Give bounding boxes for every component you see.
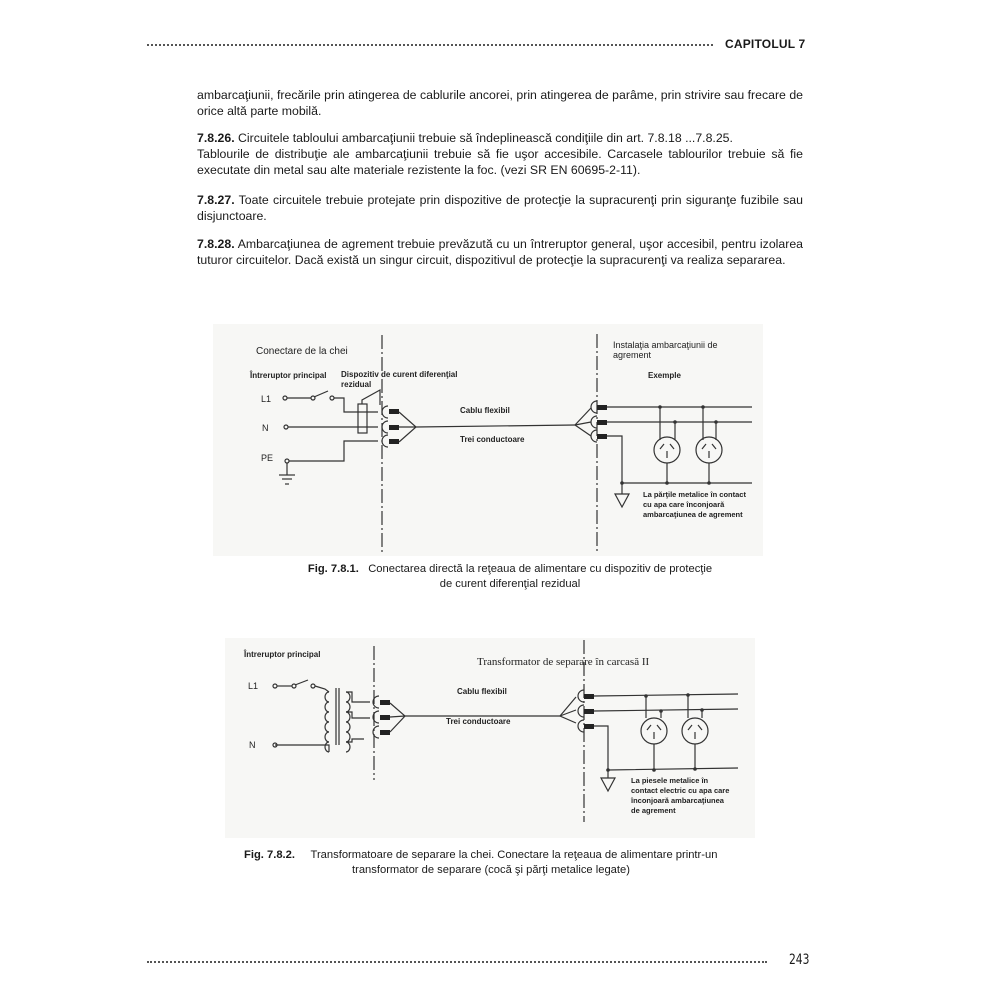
label-note-1: La părţile metalice în contact [643, 490, 746, 499]
figure-7-8-2-diagram [225, 638, 755, 838]
figure-7-8-2-caption [244, 848, 744, 878]
socket-icon [654, 407, 680, 483]
label-n: N [249, 740, 256, 750]
paragraph-text: ambarcaţiunii, frecările prin atingerea de cablurile ancorei, prin atingerea de parâme, prin strivire sau frecare de orice altă parte mobilă. [197, 88, 803, 118]
article-number: 7.8.26. [197, 131, 235, 145]
label-main-switch: Întreruptor principal [250, 371, 327, 380]
label-flexible-cable: Cablu flexibil [460, 406, 510, 415]
caption-text: Transformatoare de separare la chei. Conectare la reţeaua de alimentare printr-un [310, 849, 718, 861]
chapter-title: CAPITOLUL 7 [725, 37, 806, 51]
label-note-2: contact electric cu apa care [631, 786, 730, 795]
label-flexible-cable: Cablu flexibil [457, 687, 507, 696]
label-examples: Exemple [648, 371, 681, 380]
caption-number: Fig. 7.8.1. [307, 563, 359, 575]
paragraph-text-2: Tablourile de distribuţie ale ambarcaţiunii trebuie să fie uşor accesibile. Carcasele tablourilor trebuie să fie executate din metal sau alte materiale rezistente la foc. (vezi SR EN 60695-2-11). [197, 146, 803, 177]
label-n: N [262, 423, 269, 433]
label-note-3: înconjoară ambarcaţiunea [631, 796, 724, 805]
caption-text: Conectarea directă la reţeaua de alimentare cu dispozitiv de protecţie [368, 563, 713, 575]
label-note-3: ambarcaţiunea de agrement [643, 510, 743, 519]
header-dotted-rule [147, 44, 713, 46]
socket-icon [696, 407, 722, 483]
figure-7-8-1-caption [280, 562, 740, 592]
label-three-conductors: Trei conductoare [460, 435, 525, 444]
label-l1: L1 [261, 394, 272, 404]
article-number: 7.8.27. [197, 193, 235, 207]
article-number: 7.8.28. [197, 237, 235, 251]
paragraph-7-8-28 [197, 237, 803, 269]
caption-text-2: de curent diferenţial rezidual [439, 578, 581, 590]
label-main-switch: Întreruptor principal [244, 650, 321, 659]
label-transformer-title: Transformator de separare în carcasă II [477, 656, 650, 668]
figure-7-8-1-diagram [213, 324, 763, 556]
label-rcd: Dispozitiv de curent diferenţial [341, 370, 458, 379]
label-boat-installation-2: agrement [613, 350, 652, 360]
label-pe: PE [261, 453, 274, 463]
paragraph-7-8-27 [197, 193, 803, 225]
paragraph-text: Toate circuitele trebuie protejate prin dispozitive de protecţie la supracurenţi prin siguranţe fuzibile sau disjunctoare. [197, 193, 803, 223]
caption-text-2: transformator de separare (cocă şi părţi metalice legate) [352, 864, 630, 876]
label-connection-from-quay: Conectare de la chei [256, 346, 348, 357]
paragraph-text: Circuitele tabloului ambarcaţiunii trebuie să îndeplinească condiţiile din art. 7.8.18 ...7.8.25. [234, 131, 733, 145]
paragraph-7-8-26 [197, 131, 803, 178]
footer-dotted-rule [147, 961, 767, 963]
label-note-1: La piesele metalice în [631, 776, 709, 785]
page-number: 243 [789, 952, 810, 968]
label-boat-installation: Instalaţia ambarcaţiunii de [613, 340, 718, 350]
label-l1: L1 [248, 681, 259, 691]
socket-icon [682, 695, 708, 769]
socket-icon [641, 696, 667, 770]
paragraph-text: Ambarcaţiunea de agrement trebuie prevăzută cu un întreruptor general, uşor accesibil, pentru izolarea tuturor circuitelor. Dacă există un singur circuit, dispozitivul de protecţie la supracurenţi va realiza separarea. [197, 237, 803, 267]
label-three-conductors: Trei conductoare [446, 717, 511, 726]
label-note-2: cu apa care înconjoară [643, 500, 725, 509]
caption-number: Fig. 7.8.2. [244, 849, 295, 861]
paragraph-continuation [197, 88, 803, 120]
label-note-4: de agrement [631, 806, 676, 815]
label-rcd-2: rezidual [341, 380, 372, 389]
